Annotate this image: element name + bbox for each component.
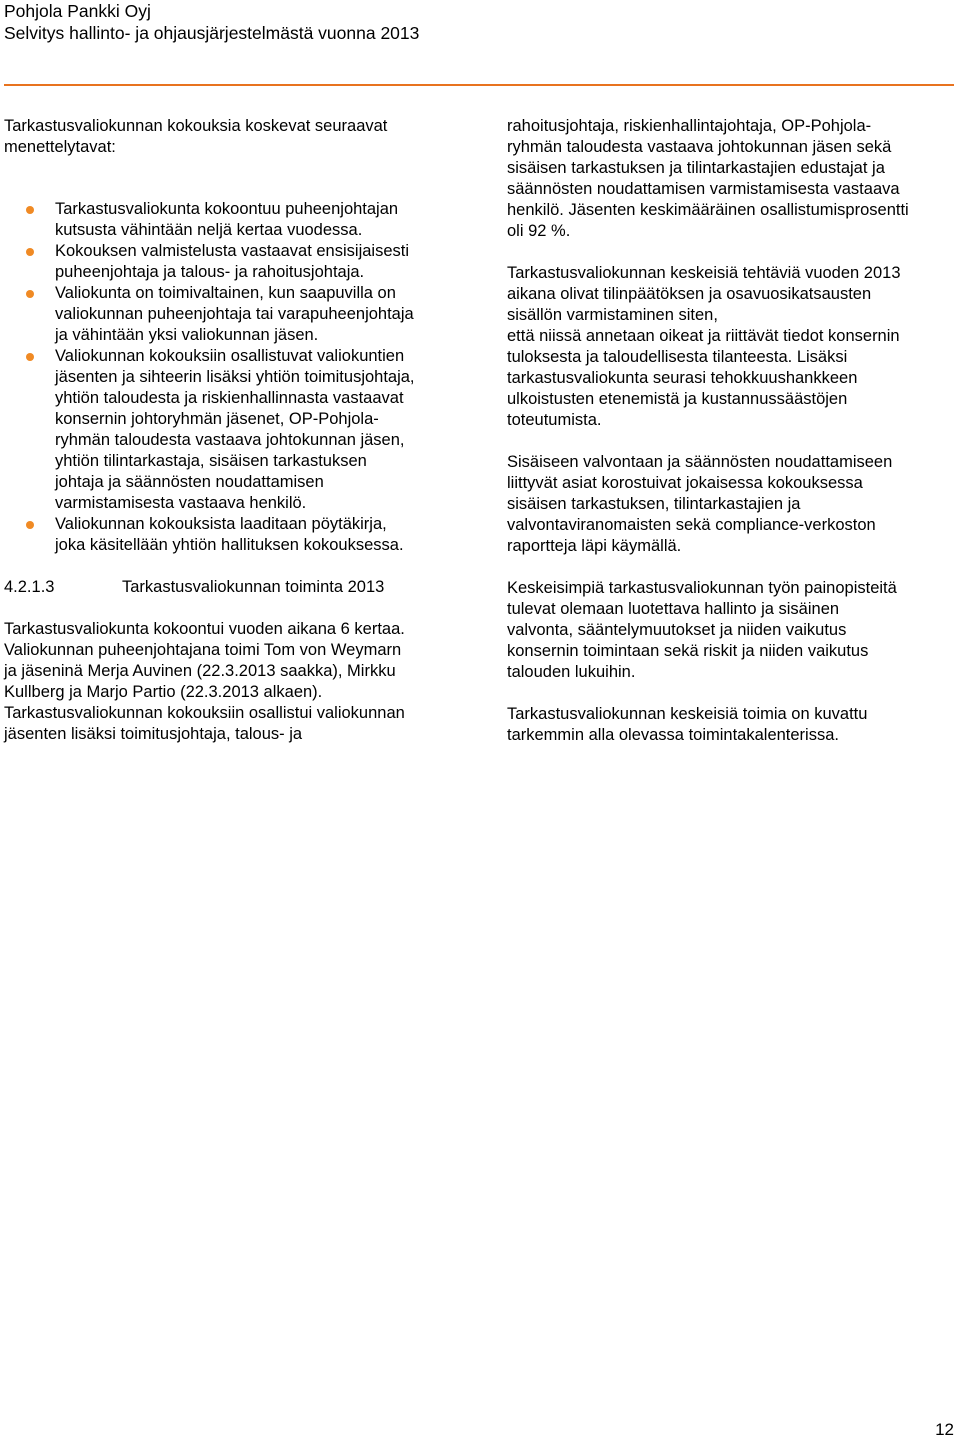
text-line: joka käsitellään yhtiön hallituksen kokouksessa.	[55, 536, 404, 554]
section-title: Tarkastusvaliokunnan toiminta 2013	[122, 578, 385, 596]
text-line: oli 92 %.	[507, 222, 571, 240]
text-line: Kokouksen valmistelusta vastaavat ensisijaisesti	[55, 242, 410, 260]
body-paragraph	[507, 578, 947, 683]
text-line: Kullberg ja Marjo Partio (22.3.2013 alkaen).	[4, 683, 323, 701]
text-line: sisäisen tarkastuksen ja tilintarkastajien edustajat ja	[507, 159, 885, 177]
text-line: ulkoistusten etenemistä ja kustannussäästöjen	[507, 390, 848, 408]
text-line: Tarkastusvaliokunta kokoontui vuoden aikana 6 kertaa.	[4, 620, 405, 638]
text-line: puheenjohtaja ja talous- ja rahoitusjohtaja.	[55, 263, 365, 281]
body-paragraph	[507, 704, 947, 746]
text-line: ryhmän taloudesta vastaava johtokunnan jäsen sekä	[507, 138, 892, 156]
text-line: tarkemmin alla olevassa toimintakalenterissa.	[507, 726, 839, 744]
left-column	[4, 116, 464, 745]
section-heading	[4, 577, 464, 598]
text-line: valiokunnan puheenjohtaja tai varapuheenjohtaja	[55, 305, 414, 323]
list-item	[4, 241, 464, 283]
body-paragraph	[507, 116, 947, 242]
text-line: yhtiön tilintarkastaja, sisäisen tarkastuksen	[55, 452, 367, 470]
text-line: tulevat olemaan luotettava hallinto ja sisäinen	[507, 600, 840, 618]
text-line: sisällön varmistaminen siten,	[507, 306, 718, 324]
page-number: 12	[935, 1420, 954, 1439]
company-name: Pohjola Pankki Oyj	[4, 1, 151, 21]
text-line: Tarkastusvaliokunnan keskeisiä toimia on kuvattu	[507, 705, 868, 723]
text-line: jäsenten ja sihteerin lisäksi yhtiön toimitusjohtaja,	[55, 368, 415, 386]
text-line: Valiokunnan kokouksista laaditaan pöytäkirja,	[55, 515, 387, 533]
text-line: kutsusta vähintään neljä kertaa vuodessa.	[55, 221, 363, 239]
text-line: raportteja läpi käymällä.	[507, 537, 682, 555]
text-line: menettelytavat:	[4, 138, 116, 156]
text-line: jäsenten lisäksi toimitusjohtaja, talous- ja	[4, 725, 303, 743]
bullet-icon	[26, 290, 34, 298]
text-line: konsernin johtoryhmän jäsenet, OP-Pohjola-	[55, 410, 379, 428]
text-line: toteutumista.	[507, 411, 602, 429]
text-line: liittyvät asiat korostuivat jokaisessa kokouksessa	[507, 474, 863, 492]
text-line: ryhmän taloudesta vastaava johtokunnan jäsen,	[55, 431, 405, 449]
text-line: valvontaviranomaisten sekä compliance-verkoston	[507, 516, 876, 534]
list-item	[4, 514, 464, 556]
text-line: henkilö. Jäsenten keskimääräinen osallistumisprosentti	[507, 201, 909, 219]
text-line: Tarkastusvaliokunta kokoontuu puheenjohtajan	[55, 200, 399, 218]
text-line: rahoitusjohtaja, riskienhallintajohtaja, OP-Pohjola-	[507, 117, 872, 135]
text-line: sisäisen tarkastuksen, tilintarkastajien ja	[507, 495, 801, 513]
text-line: säännösten noudattamisen varmistamisesta vastaava	[507, 180, 900, 198]
text-line: aikana olivat tilinpäätöksen ja osavuosikatsausten	[507, 285, 872, 303]
text-line: Tarkastusvaliokunnan kokouksia koskevat seuraavat	[4, 117, 388, 135]
text-line: tuloksesta ja taloudellisesta tilanteesta. Lisäksi	[507, 348, 848, 366]
text-line: Keskeisimpiä tarkastusvaliokunnan työn painopisteitä	[507, 579, 897, 597]
text-line: valvonta, sääntelymuutokset ja niiden vaikutus	[507, 621, 847, 639]
bullet-icon	[26, 353, 34, 361]
body-paragraph	[507, 263, 947, 431]
list-item	[4, 283, 464, 346]
section-number: 4.2.1.3	[4, 578, 55, 596]
text-line: yhtiön taloudesta ja riskienhallinnasta vastaavat	[55, 389, 404, 407]
text-line: tarkastusvaliokunta seurasi tehokkuushankkeen	[507, 369, 858, 387]
text-line: varmistamisesta vastaava henkilö.	[55, 494, 307, 512]
body-paragraph	[507, 452, 947, 557]
text-line: ja jäseninä Merja Auvinen (22.3.2013 saakka), Mirkku	[4, 662, 396, 680]
text-line: johtaja ja säännösten noudattamisen	[55, 473, 324, 491]
text-line: että niissä annetaan oikeat ja riittävät tiedot konsernin	[507, 327, 900, 345]
page-header	[4, 0, 954, 86]
procedures-list	[4, 199, 464, 556]
text-line: Valiokunnan kokouksiin osallistuvat valiokuntien	[55, 347, 405, 365]
list-item	[4, 199, 464, 241]
text-line: Tarkastusvaliokunnan keskeisiä tehtäviä vuoden 2013	[507, 264, 901, 282]
text-line: talouden lukuihin.	[507, 663, 636, 681]
text-line: Tarkastusvaliokunnan kokouksiin osallistui valiokunnan	[4, 704, 405, 722]
list-item	[4, 346, 464, 514]
bullet-icon	[26, 248, 34, 256]
intro-paragraph	[4, 116, 464, 158]
bullet-icon	[26, 521, 34, 529]
text-line: konsernin toimintaan sekä riskit ja niiden vaikutus	[507, 642, 869, 660]
right-column	[507, 116, 947, 746]
text-line: Valiokunnan puheenjohtajana toimi Tom von Weymarn	[4, 641, 402, 659]
report-title: Selvitys hallinto- ja ohjausjärjestelmästä vuonna 2013	[4, 23, 420, 43]
body-paragraph	[4, 619, 464, 745]
text-line: Sisäiseen valvontaan ja säännösten noudattamiseen	[507, 453, 893, 471]
text-line: ja vähintään yksi valiokunnan jäsen.	[55, 326, 319, 344]
bullet-icon	[26, 206, 34, 214]
text-line: Valiokunta on toimivaltainen, kun saapuvilla on	[55, 284, 396, 302]
